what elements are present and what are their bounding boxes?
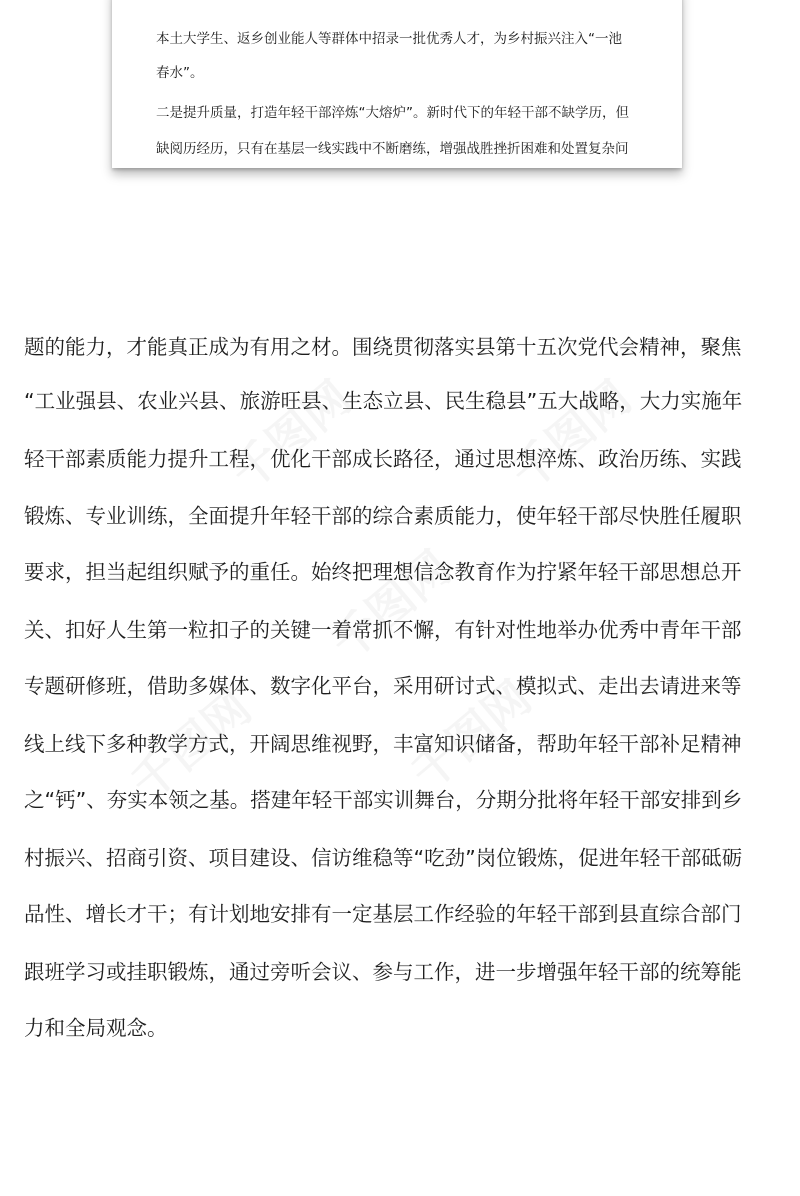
body-text-line: 题的能力，才能真正成为有用之材。围绕贯彻落实县第十五次党代会精神，聚焦 [24,335,742,359]
body-text-line: 之“钙”、夯实本领之基。搭建年轻干部实训舞台，分期分批将年轻干部安排到乡 [24,788,743,812]
card-text-line: 二是提升质量，打造年轻干部淬炼“大熔炉”。新时代下的年轻干部不缺学历，但 [156,105,629,121]
card-text-line: 本土大学生、返乡创业能人等群体中招录一批优秀人才，为乡村振兴注入“一池 [156,31,622,47]
watermark: 千图网 [500,370,642,501]
body-text-line: 要求，担当起组织赋予的重任。始终把理想信念教育作为拧紧年轻干部思想总开 [24,560,742,584]
document-preview-card [112,0,682,168]
body-text-line: 线上线下多种教学方式，开阔思维视野，丰富知识储备，帮助年轻干部补足精神 [24,732,742,756]
watermark: 千图网 [400,670,542,801]
watermark: 千图网 [320,540,462,671]
body-text-line: 轻干部素质能力提升工程，优化干部成长路径，通过思想淬炼、政治历练、实践 [24,447,742,471]
watermark: 千图网 [220,370,362,501]
card-text-line [156,0,629,2]
watermark: 千图网 [120,680,262,811]
body-text-line: “工业强县、农业兴县、旅游旺县、生态立县、民生稳县”五大战略，大力实施年 [24,389,743,413]
body-text-line: 品性、增长才干；有计划地安排有一定基层工作经验的年轻干部到县直综合部门 [24,902,742,926]
body-text-line: 跟班学习或挂职锻炼，通过旁听会议、参与工作，进一步增强年轻干部的统筹能 [24,960,742,984]
body-text-line: 关、扣好人生第一粒扣子的关键一着常抓不懈，有针对性地举办优秀中青年干部 [24,618,742,642]
body-text-line: 锻炼、专业训练，全面提升年轻干部的综合素质能力，使年轻干部尽快胜任履职 [24,504,742,528]
card-text-line: 春水”。 [156,65,204,81]
body-text-line: 力和全局观念。 [24,1016,168,1040]
card-text-line: 缺阅历经历，只有在基层一线实践中不断磨练，增强战胜挫折困难和处置复杂问 [156,141,629,157]
body-text-line: 村振兴、招商引资、项目建设、信访维稳等“吃劲”岗位锻炼，促进年轻干部砥砺 [24,846,743,870]
body-text-line: 专题研修班，借助多媒体、数字化平台，采用研讨式、模拟式、走出去请进来等 [24,674,742,698]
